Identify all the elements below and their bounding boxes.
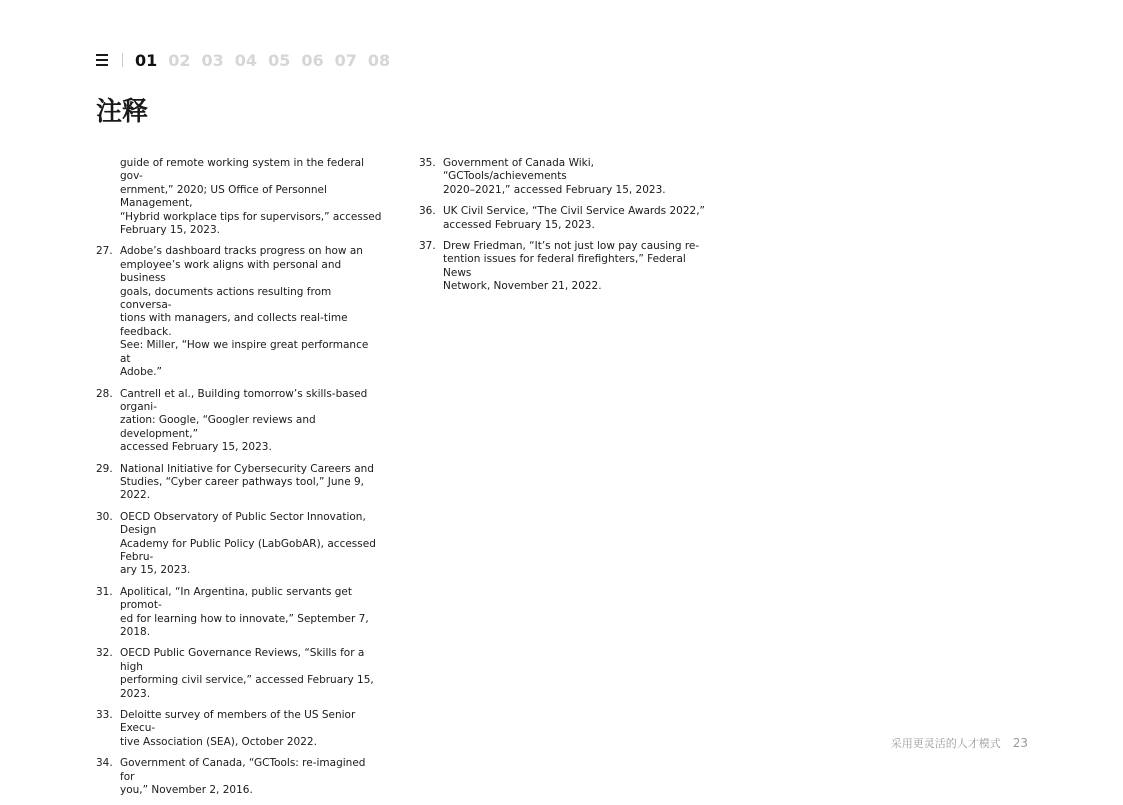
note-number: 30. <box>96 510 113 523</box>
note-number: 32. <box>96 647 113 660</box>
notes-column-left <box>96 157 382 805</box>
page-number: 23 <box>1012 736 1028 750</box>
note-text: Apolitical, “In Argentina, public servants get promot- ed for learning how to innovate,” September 7, 2018. <box>120 585 369 638</box>
note-number: 35. <box>419 157 436 169</box>
note-text: guide of remote working system in the federal gov- ernment,” 2020; US Office of Personnel Management, “Hybrid workplace tips for supervisors,” accessed February 15, 2023. <box>120 157 382 237</box>
notes-column-right <box>419 157 705 302</box>
chapter-tab-07[interactable]: 07 <box>334 50 357 70</box>
note-item <box>96 709 382 749</box>
chapter-tab-01[interactable]: 01 <box>135 50 158 70</box>
chapter-tab-05[interactable]: 05 <box>268 50 291 70</box>
note-item <box>96 463 382 503</box>
note-item <box>96 388 382 455</box>
nav-divider <box>122 53 123 67</box>
note-item <box>96 757 382 797</box>
chapter-tab-02[interactable]: 02 <box>168 50 191 70</box>
chapter-tab-08[interactable]: 08 <box>367 50 391 70</box>
note-item <box>96 157 382 237</box>
note-number: 33. <box>96 709 113 722</box>
note-text: OECD Observatory of Public Sector Innovation, Design Academy for Public Policy (LabGobAR), accessed Febru- ary 15, 2023. <box>120 510 376 577</box>
note-text: Adobe’s dashboard tracks progress on how an employee’s work aligns with personal and business goals, documents actions resulting from conversa- tions with managers, and collects real-time feedback. See: Miller, “How we inspire great performance at Adobe.” <box>120 245 369 379</box>
note-item <box>96 511 382 578</box>
note-number: 36. <box>419 205 436 218</box>
note-text: National Initiative for Cybersecurity Careers and Studies, “Cyber career pathways tool,” June 9, 2022. <box>120 462 374 502</box>
document-title: 采用更灵活的人才模式 <box>890 737 1001 750</box>
note-item <box>419 157 705 197</box>
chapter-tab-06[interactable]: 06 <box>301 50 324 70</box>
note-text: Cantrell et al., Building tomorrow’s skills-based organi- zation: Google, “Googler reviews and development,” accessed February 15, 2023. <box>120 387 368 454</box>
note-text: OECD Public Governance Reviews, “Skills for a high performing civil service,” accessed February 15, 2023. <box>120 647 374 700</box>
chapter-nav <box>96 49 401 71</box>
note-text: Government of Canada, “GCTools: re-imagined for you,” November 2, 2016. <box>120 757 366 797</box>
note-item <box>96 586 382 640</box>
note-number: 27. <box>96 245 113 258</box>
note-number: 37. <box>419 240 436 253</box>
note-number: 28. <box>96 387 113 400</box>
page-title: 注释 <box>96 97 149 127</box>
note-text: Deloitte survey of members of the US Senior Execu- tive Association (SEA), October 2022. <box>120 709 356 748</box>
note-text: UK Civil Service, “The Civil Service Awards 2022,” accessed February 15, 2023. <box>443 205 705 231</box>
note-number: 34. <box>96 757 113 770</box>
chapter-tab-03[interactable]: 03 <box>201 50 224 70</box>
page-footer <box>891 735 1028 751</box>
chapter-tab-04[interactable]: 04 <box>234 50 258 70</box>
note-text: Drew Friedman, “It’s not just low pay causing re- tention issues for federal firefighters,” Federal News Network, November 21, 2022. <box>443 240 700 293</box>
note-item <box>96 647 382 701</box>
hamburger-menu-icon[interactable] <box>96 54 108 66</box>
note-number: 29. <box>96 462 113 475</box>
note-item <box>96 245 382 379</box>
note-item <box>419 205 705 232</box>
note-item <box>419 240 705 294</box>
note-text: Government of Canada Wiki, “GCTools/achievements 2020–2021,” accessed February 15, 2023. <box>443 157 666 196</box>
note-number: 31. <box>96 585 113 598</box>
